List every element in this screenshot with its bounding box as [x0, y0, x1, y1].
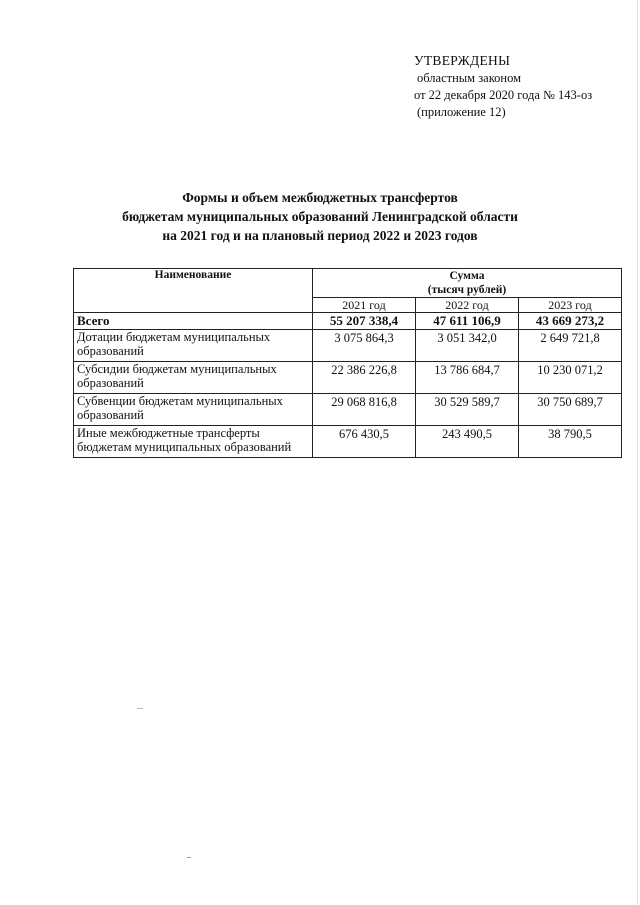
row-value-2021: 29 068 816,8 [313, 394, 416, 426]
row-label: Дотации бюджетам муниципальных образований [74, 330, 313, 362]
approval-line-1: областным законом [417, 71, 522, 85]
row-label: Иные межбюджетные трансферты бюджетам муниципальных образований [74, 426, 313, 458]
row-value-2021: 676 430,5 [313, 426, 416, 458]
year-header-2021: 2021 год [313, 298, 416, 313]
table-row-total [74, 313, 622, 330]
column-header-name: Наименование [74, 269, 313, 313]
total-2023: 43 669 273,2 [519, 313, 622, 330]
table-row [74, 394, 622, 426]
title-line-3: на 2021 год и на плановый период 2022 и 2023 годов [162, 228, 478, 243]
row-value-2022: 3 051 342,0 [416, 330, 519, 362]
approval-block [414, 52, 592, 121]
table-row [74, 330, 622, 362]
year-header-2022: 2022 год [416, 298, 519, 313]
approval-line-3: (приложение 12) [417, 105, 506, 119]
row-label: Субсидии бюджетам муниципальных образований [74, 362, 313, 394]
table-row [74, 426, 622, 458]
row-value-2023: 30 750 689,7 [519, 394, 622, 426]
title-line-1: Формы и объем межбюджетных трансфертов [182, 190, 458, 205]
sum-label: Сумма [449, 270, 485, 282]
title-line-2: бюджетам муниципальных образований Ленинградской области [122, 209, 518, 224]
scan-speck [137, 708, 143, 709]
page-edge-line [637, 0, 638, 905]
total-2022: 47 611 106,9 [416, 313, 519, 330]
row-value-2023: 10 230 071,2 [519, 362, 622, 394]
sum-unit: (тысяч рублей) [427, 284, 507, 296]
row-value-2021: 22 386 226,8 [313, 362, 416, 394]
approval-heading: УТВЕРЖДЕНЫ [414, 53, 511, 68]
year-header-2023: 2023 год [519, 298, 622, 313]
scan-speck [187, 857, 191, 858]
row-label: Субвенции бюджетам муниципальных образований [74, 394, 313, 426]
document-title [0, 188, 640, 245]
row-value-2023: 2 649 721,8 [519, 330, 622, 362]
table-header-row [74, 269, 622, 298]
transfers-table [73, 268, 622, 458]
total-label: Всего [74, 313, 313, 330]
row-value-2022: 13 786 684,7 [416, 362, 519, 394]
table-row [74, 362, 622, 394]
column-header-sum [313, 269, 622, 298]
row-value-2021: 3 075 864,3 [313, 330, 416, 362]
total-2021: 55 207 338,4 [313, 313, 416, 330]
row-value-2023: 38 790,5 [519, 426, 622, 458]
row-value-2022: 30 529 589,7 [416, 394, 519, 426]
row-value-2022: 243 490,5 [416, 426, 519, 458]
approval-line-2: от 22 декабря 2020 года № 143-оз [414, 88, 593, 102]
